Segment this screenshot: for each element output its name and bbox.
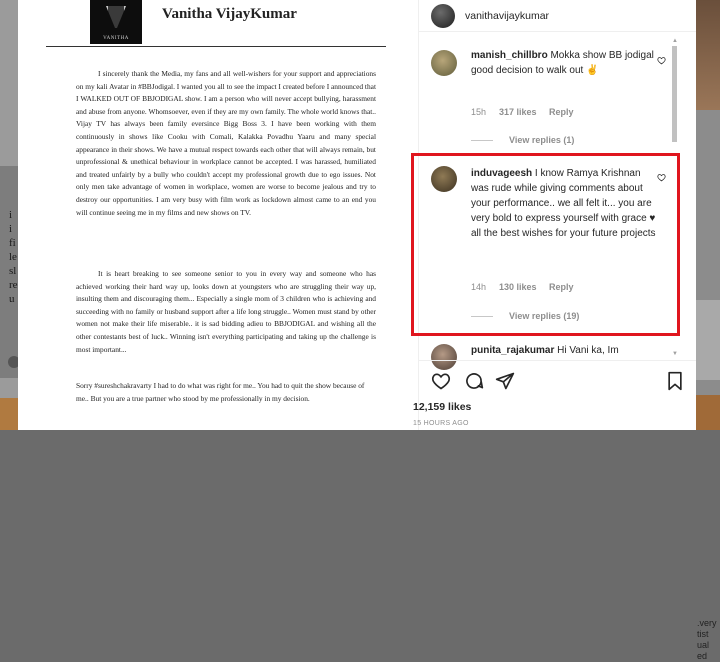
reply-button[interactable]: Reply — [549, 282, 574, 292]
comment-text: Mokka show BB jodigal good decision to walk out ✌ — [471, 50, 654, 76]
document-divider — [46, 46, 386, 47]
vanitha-logo — [90, 0, 142, 44]
comment-time: 15h — [471, 107, 487, 117]
background-post-text-right: .very tist ual ed — [697, 618, 717, 661]
commenter-username[interactable]: punita_rajakumar — [471, 345, 555, 356]
highlight-box — [411, 153, 680, 336]
background-image-strip — [0, 398, 18, 430]
document-paragraph-1: I sincerely thank the Media, my fans and all well-wishers for your support and appreciations on my kali Avatar in #BBJodigal. I wanted you all to see the impact I created before I announced that I WALKED OUT OF BBJODIGAL show. I am a person who will never accept bullying, harassment and abuse from anyone. Whomsoever, even if they are my own family. The whole world knows that.. Vijay TV has always been family eversince Bigg Boss 3. I have been working with them continuously in shows like Cooku with Comali, Kalakka Povadhu Yaaru and many special appearance in their shows. We have a mutual respect towards each other that will always remain, but unprofessional & unethical behaviour in workplace cannot be accepted. I was harassed, humiliated and treated unfairly by a bully who couldn't accept my professional growth due to ego issues. Not only men take advantage of women in workplace, women are worse to become jealous and try to destroy our opportunities. I am very busy with film work as lockdown almost came to an end you will continue seeing me in my films and new shows on TV. — [76, 69, 376, 217]
comment-likes[interactable]: 130 likes — [499, 282, 537, 292]
view-replies-line — [471, 140, 493, 141]
author-avatar[interactable] — [431, 4, 455, 28]
commenter-avatar[interactable] — [431, 50, 457, 76]
comment-body — [471, 343, 661, 358]
background-image-top — [696, 0, 720, 110]
like-heart-icon[interactable] — [657, 56, 666, 65]
commenter-username[interactable]: manish_chillbro — [471, 50, 548, 61]
like-heart-icon[interactable] — [431, 371, 451, 391]
comment-body — [471, 48, 656, 78]
reply-button[interactable]: Reply — [549, 107, 574, 117]
background-post-card-right — [696, 300, 720, 661]
view-replies-button[interactable]: View replies (19) — [509, 311, 580, 321]
background-right-strip — [696, 0, 720, 661]
comment-time: 14h — [471, 282, 487, 292]
author-username[interactable]: vanithavijaykumar — [465, 10, 550, 22]
scroll-down-arrow-icon[interactable]: ▼ — [672, 351, 678, 357]
document-footer: Sorry #sureshchakravarty I had to do what was right for me.. You had to quit the show because of me.. But you are a true partner who stood by me professionally in my decision. — [76, 381, 365, 403]
comment-text: Hi Vani ka, Im — [557, 345, 619, 356]
statement-document — [46, 0, 406, 430]
background-image-bottom — [696, 395, 720, 430]
commenter-username[interactable]: induvageesh — [471, 168, 533, 179]
comment-text: I know Ramya Krishnan was rude while giving comments about your performance.. we all felt it... you are very bold to express yourself with grace ♥ all the best wishes for your future projects — [471, 168, 656, 239]
bookmark-icon[interactable] — [665, 371, 685, 391]
comment-icon[interactable] — [464, 371, 484, 391]
post-header — [419, 0, 696, 32]
document-paragraph-2: It is heart breaking to see someone senior to you in every way and someone who has achieved working their hard way up, looks down at youngsters who are struggling their way up, insulting them and discouraging them... Especially a single mom of 3 children who is achieving and succeeding with no family or husband support after a life long struggle.. Women must stand by other women not make their life miserable.. it is sad bidding adieu to BBJODIGAL and wishing all the other contestants best of luck.. Winning isn't everything participating and taking up the challenge is most important... — [76, 269, 376, 354]
post-timestamp: 15 HOURS AGO — [413, 420, 469, 427]
share-icon[interactable] — [495, 371, 515, 391]
background-post-text: i i fi le sl re u — [9, 209, 18, 305]
document-title: Vanitha VijayKumar — [162, 6, 297, 22]
background-left-strip — [0, 0, 18, 430]
comment-likes[interactable]: 317 likes — [499, 107, 537, 117]
logo-text: VANITHA — [103, 36, 129, 41]
scroll-up-arrow-icon[interactable]: ▲ — [672, 38, 678, 44]
comments-scrollbar-thumb[interactable] — [672, 46, 677, 142]
likes-count[interactable]: 12,159 likes — [413, 401, 472, 413]
logo-v-mark — [106, 6, 126, 28]
post-image[interactable] — [18, 0, 419, 430]
view-replies-button[interactable]: View replies (1) — [509, 135, 575, 145]
